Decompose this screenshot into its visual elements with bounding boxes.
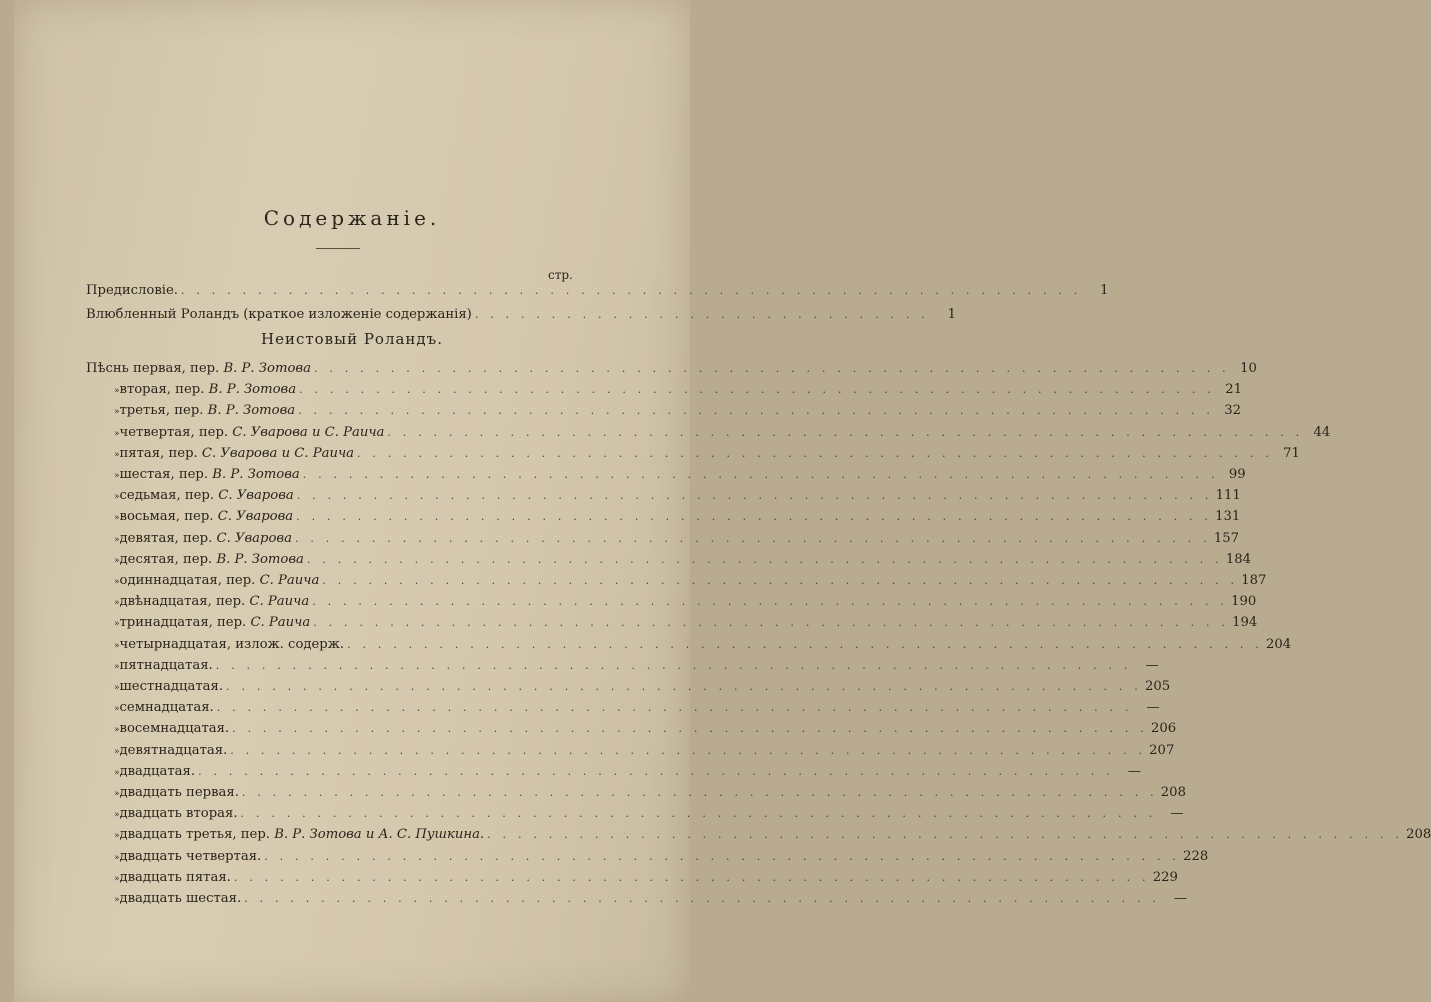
toc-entry-song (114, 849, 1209, 864)
toc-entry-song (114, 870, 1178, 885)
toc-entry-page: 190 (1231, 594, 1257, 609)
toc-entry-label: четырнадцатая, излож. содерж. (119, 637, 345, 652)
toc-entry-page: 208 (1160, 785, 1186, 800)
leader-dots: . . . . . . . . . . . . . . . . . . . . . . . . . . . . . . . . . . . . . . . . . . . . . . . . . . . . . . . . . . . . (230, 744, 1147, 757)
toc-entry-label: девятнадцатая. (119, 743, 228, 758)
toc-entry-song (114, 743, 1175, 758)
book-page (14, 0, 1431, 1002)
toc-entry-page: — (1127, 764, 1141, 779)
toc-entry-label: третья, пер. (119, 403, 204, 418)
toc-entry-label: двадцать шестая. (119, 891, 242, 906)
ditto-mark: » (114, 704, 120, 714)
translator-name: С. Уварова и С. Раича (232, 425, 385, 440)
translator-name: С. Раича (249, 594, 310, 609)
ditto-mark: » (114, 513, 120, 523)
toc-entry-page: — (1170, 806, 1184, 821)
translator-name: С. Уварова и С. Раича (201, 446, 355, 461)
toc-entry-song (114, 488, 1241, 503)
title-divider (316, 248, 360, 249)
ditto-mark: » (114, 535, 120, 545)
toc-entry-song (114, 637, 1292, 652)
toc-entry-page: 21 (1225, 382, 1243, 397)
translator-name: В. Р. Зотова (208, 382, 297, 397)
toc-entry-label: двадцать пятая. (119, 870, 231, 885)
translator-name: В. Р. Зотова и А. С. Пушкина. (274, 827, 485, 842)
leader-dots: . . . . . . . . . . . . . . . . . . . . . . . . . . . . . . . . . . . . . . . . . . . . . . . . . . . . . . . . . . . . (487, 828, 1404, 841)
section-title: Неистовый Роландъ. (261, 330, 443, 348)
toc-entry-song (114, 721, 1177, 736)
toc-entry-label: пятнадцатая. (119, 658, 213, 673)
translator-name: В. Р. Зотова (223, 361, 311, 376)
page-column-label: стр. (548, 268, 573, 282)
toc-entry-label: двѣнадцатая, пер. (119, 594, 246, 609)
leader-dots: . . . . . . . . . . . . . . . . . . . . . . . . . . . . . . . . . . . . . . . . . . . . . . . . . . . . . . . . . . . . (232, 722, 1149, 735)
ditto-mark: » (114, 429, 120, 439)
ditto-mark: » (114, 874, 120, 884)
ditto-mark: » (114, 853, 120, 863)
leader-dots: . . . . . . . . . . . . . . . . . . . . . . . . . . . . . . . . . . . . . . . . . . . . . . . . . . . . . . . . . . . . (264, 850, 1181, 863)
toc-entry-label: двадцать четвертая. (119, 849, 262, 864)
translator-name: С. Уварова (216, 531, 292, 546)
toc-entry-page: 228 (1183, 849, 1209, 864)
page-title: Содержаніе. (263, 206, 441, 230)
leader-dots: . . . . . . . . . . . . . . . . . . . . . . . . . . . . . . . . . . . . . . . . . . . . . . . . . . . . . . . . . . . . (296, 510, 1213, 523)
toc-entry-label: тринадцатая, пер. (119, 615, 247, 630)
toc-entry-label: Пѣснь первая, пер. (86, 361, 220, 376)
toc-entry-song (114, 552, 1251, 567)
toc-entry-page: 1 (947, 307, 956, 322)
toc-entry-page: — (1146, 700, 1160, 715)
toc-entry-label: Предисловіе. (86, 283, 178, 298)
leader-dots: . . . . . . . . . . . . . . . . . . . . . . . . . . . . . . . . . . . . . . . . . . . . . . . . . . . . . . . . . . . . (296, 489, 1213, 502)
leader-dots: . . . . . . . . . . . . . . . . . . . . . . . . . . . . . . . . . . . . . . . . . . . . . . . . . . . . . . . . . . . . (312, 595, 1229, 608)
toc-entry-label: шестая, пер. (119, 467, 209, 482)
toc-entry-song (114, 467, 1246, 482)
toc-entry-label: четвертая, пер. (119, 425, 229, 440)
leader-dots: . . . . . . . . . . . . . . . . . . . . . . . . . . . . . . . . . . . . . . . . . . . . . . . . . . . . . . . . . . . (181, 284, 1082, 297)
toc-entry-song (114, 785, 1186, 800)
toc-entry-song (114, 573, 1267, 588)
translator-name: С. Раича (250, 615, 311, 630)
toc-entry-page: 10 (1240, 361, 1257, 376)
ditto-mark: » (114, 471, 120, 481)
leader-dots: . . . . . . . . . . . . . . . . . . . . . . . . . . . . . . . . . . . . . . . . . . . . . . . . . . . . . . . . . . . . (306, 553, 1223, 566)
toc-entry-song (114, 615, 1258, 630)
toc-entry-page: 1 (1100, 283, 1109, 298)
toc-entry-page: 208 (1406, 827, 1431, 842)
toc-entry-summary (86, 307, 956, 322)
leader-dots: . . . . . . . . . . . . . . . . . . . . . . . . . . . . . . . . . . . . . . . . . . . . . . . . . . . . . . . . . . . . (357, 447, 1273, 460)
ditto-mark: » (114, 895, 120, 905)
translator-name: В. Р. Зотова (212, 467, 300, 482)
toc-entry-label: восемнадцатая. (119, 721, 230, 736)
toc-entry-label: двадцатая. (119, 764, 196, 779)
leader-dots: . . . . . . . . . . . . . . . . . . . . . . . . . . . . . . . . . . . . . . . . . . . . . . . . . . . . . . . . . . . . (302, 468, 1219, 481)
toc-entry-song (114, 425, 1331, 440)
toc-entry-label: двадцать первая. (119, 785, 239, 800)
leader-dots: . . . . . . . . . . . . . . . . . . . . . . . . . . . . . . . . . . . . . . . . . . . . . . . . . . . . . . . . . . . . (216, 701, 1133, 714)
ditto-mark: » (114, 810, 120, 820)
leader-dots: . . . . . . . . . . . . . . . . . . . . . . . . . . . . . . . . . . . . . . . . . . . . . . . . . . . . . . . . . . . . (299, 383, 1216, 396)
ditto-mark: » (114, 725, 120, 735)
toc-entry-page: 111 (1215, 488, 1241, 503)
ditto-mark: » (114, 492, 120, 502)
toc-entry-song (114, 891, 1188, 906)
toc-entry-label: вторая, пер. (119, 382, 205, 397)
ditto-mark: » (114, 407, 120, 417)
ditto-mark: » (114, 641, 120, 651)
leader-dots: . . . . . . . . . . . . . . . . . . . . . . . . . . . . . . . . . . . . . . . . . . . . . . . . . . . . . . . . . . . . (298, 404, 1215, 417)
ditto-mark: » (114, 683, 120, 693)
toc-entry-song (114, 764, 1141, 779)
leader-dots: . . . . . . . . . . . . . . . . . . . . . . . . . . . . . . . . . . . . . . . . . . . . . . . . . . . . . . . . . . . . (226, 680, 1142, 693)
toc-entry-page: 44 (1313, 425, 1331, 440)
translator-name: С. Раича (259, 573, 320, 588)
leader-dots: . . . . . . . . . . . . . . . . . . . . . . . . . . . . . . . . . . . . . . . . . . . . . . . . . . . . . . . . . . . . (322, 574, 1239, 587)
ditto-mark: » (114, 450, 120, 460)
leader-dots: . . . . . . . . . . . . . . . . . . . . . . . . . . . . . . . . . . . . . . . . . . . . . . . . . . . . . . . . . . . . (313, 616, 1230, 629)
toc-entry-preface (86, 283, 1109, 298)
toc-entry-song (114, 700, 1160, 715)
toc-entry-page: — (1145, 658, 1159, 673)
toc-entry-page: 187 (1241, 573, 1267, 588)
leader-dots: . . . . . . . . . . . . . . . . . . . . . . . . . . . . . . . . . . . . . . . . . . . . . . . . . . . . . . . . . . . . (313, 362, 1230, 375)
ditto-mark: » (114, 598, 120, 608)
toc-entry-page: 131 (1215, 509, 1241, 524)
ditto-mark: » (114, 386, 120, 396)
toc-entry-page: 157 (1213, 531, 1240, 546)
toc-entry-page: 206 (1151, 721, 1177, 736)
toc-entry-song (114, 806, 1184, 821)
leader-dots: . . . . . . . . . . . . . . . . . . . . . . . . . . . . . . . . . . . . . . . . . . . . . . . . . . . . . . . . . . . . (198, 765, 1114, 778)
toc-entry-song (114, 446, 1300, 461)
leader-dots: . . . . . . . . . . . . . . . . . . . . . . . . . . . . . . . . . . . . . . . . . . . . . . . . . . . . . . . . . . . . (387, 426, 1304, 439)
leader-dots: . . . . . . . . . . . . . . . . . . . . . . . . . . . . . . . . . . . . . . . . . . . . . . . . . . . . . . . . . . . . (347, 638, 1263, 651)
toc-entry-page: 205 (1144, 679, 1171, 694)
toc-entry-song (114, 382, 1243, 397)
translator-name: С. Уварова (218, 488, 294, 503)
ditto-mark: » (114, 768, 120, 778)
leader-dots: . . . . . . . . . . . . . . . . . . . . . . . . . . . . . . . . . . . . . . . . . . . . . . . . . . . . . . . . . . . . (240, 807, 1157, 820)
toc-entry-page: 32 (1224, 403, 1242, 418)
ditto-mark: » (114, 747, 120, 757)
toc-entry-song (114, 509, 1241, 524)
toc-entry-label: одиннадцатая, пер. (119, 573, 256, 588)
toc-entry-song (114, 531, 1240, 546)
leader-dots: . . . . . . . . . . . . . . . . . . . . . . . . . . . . . . . . . . . . . . . . . . . . . . . . . . . . . . . . . . . . (215, 659, 1132, 672)
toc-entry-label: шестнадцатая. (119, 679, 224, 694)
toc-entry-song (86, 361, 1257, 376)
ditto-mark: » (114, 831, 120, 841)
toc-entry-label: двадцать вторая. (119, 806, 238, 821)
ditto-mark: » (114, 789, 120, 799)
ditto-mark: » (114, 556, 120, 566)
toc-entry-page: 194 (1232, 615, 1258, 630)
toc-entry-label: пятая, пер. (119, 446, 198, 461)
toc-entry-page: 99 (1228, 467, 1246, 482)
toc-entry-song (114, 679, 1171, 694)
toc-entry-page: 71 (1283, 446, 1300, 461)
toc-entry-page: 184 (1225, 552, 1251, 567)
toc-entry-label: семнадцатая. (119, 700, 214, 715)
toc-entry-label: восьмая, пер. (119, 509, 214, 524)
ditto-mark: » (114, 662, 120, 672)
ditto-mark: » (114, 577, 120, 587)
toc-entry-label: седьмая, пер. (119, 488, 215, 503)
ditto-mark: » (114, 619, 120, 629)
leader-dots: . . . . . . . . . . . . . . . . . . . . . . . . . . . . . . . . . . . . . . . . . . . . . . . . . . . . . . . . . . . . (244, 892, 1161, 905)
toc-entry-song (114, 827, 1431, 842)
leader-dots: . . . . . . . . . . . . . . . . . . . . . . . . . . . . . . . . . . . . . . . . . . . . . . . . . . . . . . . . . . . . (241, 786, 1158, 799)
toc-entry-label: двадцать третья, пер. (119, 827, 270, 842)
translator-name: С. Уварова (217, 509, 294, 524)
leader-dots: . . . . . . . . . . . . . . . . . . . . . . . . . . . . . . . . . . . . . . . . . . . . . . . . . . . . . . . . . . . . (294, 532, 1211, 545)
toc-entry-page: 229 (1152, 870, 1178, 885)
toc-entry-song (114, 403, 1242, 418)
translator-name: В. Р. Зотова (207, 403, 296, 418)
leader-dots: . . . . . . . . . . . . . . . . . . . . . . . . . . . . . . . . . . . . . . . . . . . . . . . . . . . . . . . . . . . . (233, 871, 1150, 884)
translator-name: В. Р. Зотова (216, 552, 304, 567)
toc-entry-song (114, 658, 1159, 673)
toc-entry-song (114, 594, 1257, 609)
toc-entry-page: 207 (1149, 743, 1175, 758)
toc-entry-label: девятая, пер. (119, 531, 213, 546)
toc-entry-label: десятая, пер. (119, 552, 213, 567)
toc-entry-label: Влюбленный Роландъ (краткое изложеніе содержанія) (86, 307, 472, 322)
toc-entry-page: — (1173, 891, 1188, 906)
toc-entry-page: 204 (1265, 637, 1292, 652)
leader-dots: . . . . . . . . . . . . . . . . . . . . . . . . . . . . . . (474, 308, 929, 321)
